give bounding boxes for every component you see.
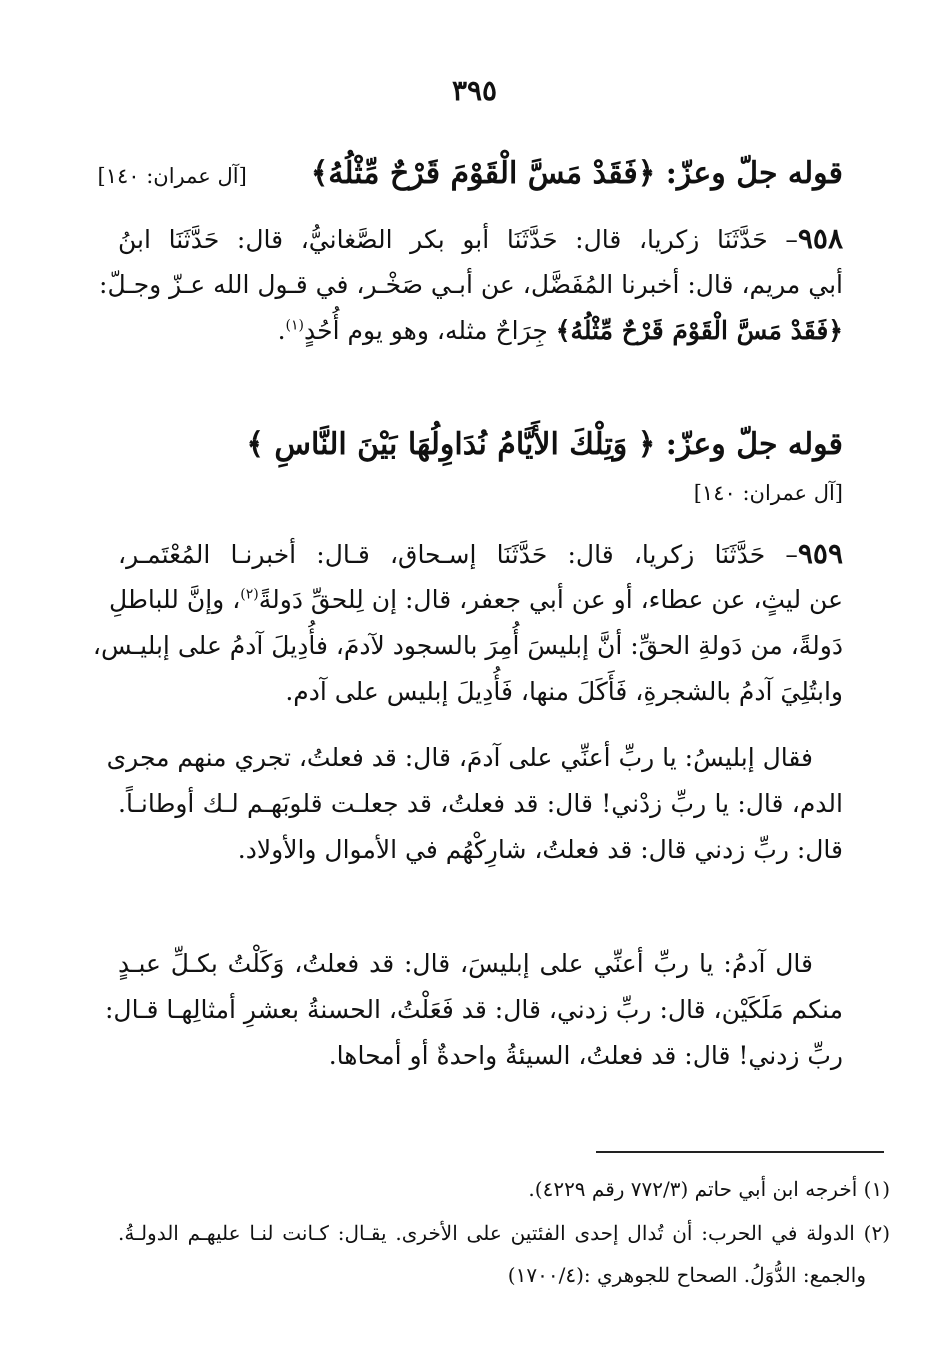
paragraph-adam	[104, 941, 843, 1079]
hadith-958	[99, 216, 843, 354]
heading-2-reference: [آل عمران: ١٤٠]	[693, 481, 843, 505]
heading-1-text: قوله جلّ وعزّ: ﴿فَقَدْ مَسَّ الْقَوْمَ قَرْحٌ مِّثْلُهُ﴾	[310, 156, 843, 191]
verse-heading-2	[118, 418, 843, 512]
verse-heading-1	[97, 150, 843, 198]
paragraph-iblis	[106, 735, 843, 873]
para-2-line-1: قال آدمُ: يا ربِّ أعنِّي على إبليسَ، قال: قد فعلتُ، وَكَلْتُ بكـلِّ عبـدٍ	[118, 949, 813, 978]
para-1-line-2: الدم، قال: يا ربِّ زدْني! قال: قد فعلتُ، قد جعلـت قلوبَهـم لـك أوطانـاً.	[118, 789, 843, 818]
hadith-959-line-1: ٩٥٩– حَدَّثَنَا زكريا، قال: حَدَّثَنَا إسـحاق، قـال: أخبرنـا المُعْتَمـر،	[118, 537, 843, 570]
hadith-958-line-1: ٩٥٨– حَدَّثَنَا زكريا، قال: حَدَّثَنَا أبو بكر الصَّغانيُّ، قال: حَدَّثَنَا ابنُ	[118, 222, 843, 255]
hadith-959-line-2: عن ليثٍ، عن عطاء، أو عن أبي جعفر، قال: إن لِلحقِّ دَولةً$^{(٢)}$، وإنَّ للباطلِ	[109, 585, 843, 614]
heading-2-text: قوله جلّ وعزّ: ﴿ وَتِلْكَ الأَيَّامُ نُدَاوِلُهَا بَيْنَ النَّاسِ ﴾	[246, 427, 843, 462]
hadith-959-number: ٩٥٩	[797, 537, 843, 570]
hadith-958-line-3: ﴿فَقَدْ مَسَّ الْقَوْمَ قَرْحٌ مِّثْلُهُ﴾ جِرَاحٌ مثله، وهو يوم أُحُدٍ$^{(١)}$.	[277, 316, 843, 345]
footnote-2-line-1: (٢) الدولة في الحرب: أن تُدال إحدى الفئتين على الأخرى. يقـال: كـانت لنـا عليهـم الدولـةُ.	[118, 1221, 890, 1245]
footnote-ref-2: (٢)	[240, 586, 259, 603]
footnote-2-line-2: والجمع: الدُّوَلُ. الصحاح للجوهري :(١٧٠٠/٤)	[507, 1263, 866, 1287]
para-1-line-1: فقال إبليسُ: يا ربِّ أعنِّي على آدمَ، قال: قد فعلتُ، تجري منهم مجرى	[106, 743, 813, 772]
heading-1-reference: [آل عمران: ١٤٠]	[97, 164, 247, 188]
hadith-958-number: ٩٥٨	[797, 222, 843, 255]
hadith-958-line-2: أبي مريم، قال: أخبرنا المُفَضَّل، عن أبـي صَخْـر، في قـول الله عـزّ وجـلّ:	[99, 270, 843, 299]
footnote-separator	[596, 1151, 884, 1153]
hadith-959	[92, 531, 843, 715]
para-2-line-2: منكم مَلَكَيْن، قال: ربِّ زدني، قال: قد فَعَلْتُ، الحسنةُ بعشرِ أمثالِهـا قـال:	[104, 995, 843, 1024]
para-2-line-3: ربِّ زدني! قال: قد فعلتُ، السيئةُ واحدةٌ أو أمحاها.	[328, 1041, 843, 1070]
hadith-959-line-3: دَولةً، من دَولةِ الحقِّ: أنَّ إبليسَ أُمِرَ بالسجود لآدمَ، فأُدِيلَ آدمُ على إبليـس،	[92, 631, 843, 660]
hadith-959-line-4: وابتُلِيَ آدمُ بالشجرةِ، فَأَكَلَ منها، فَأُدِيلَ إبليس على آدم.	[285, 677, 843, 706]
page-number: ٣٩٥	[451, 74, 498, 107]
hadith-958-quote: ﴿فَقَدْ مَسَّ الْقَوْمَ قَرْحٌ مِّثْلُهُ﴾	[555, 316, 843, 345]
footnote-1: (١) أخرجه ابن أبي حاتم (٧٧٢/٣ رقم ٤٢٢٩).	[528, 1177, 890, 1201]
footnote-ref-1: (١)	[285, 317, 304, 334]
para-1-line-3: قال: ربِّ زدني قال: قد فعلتُ، شارِكْهُم في الأموال والأولاد.	[237, 835, 843, 864]
